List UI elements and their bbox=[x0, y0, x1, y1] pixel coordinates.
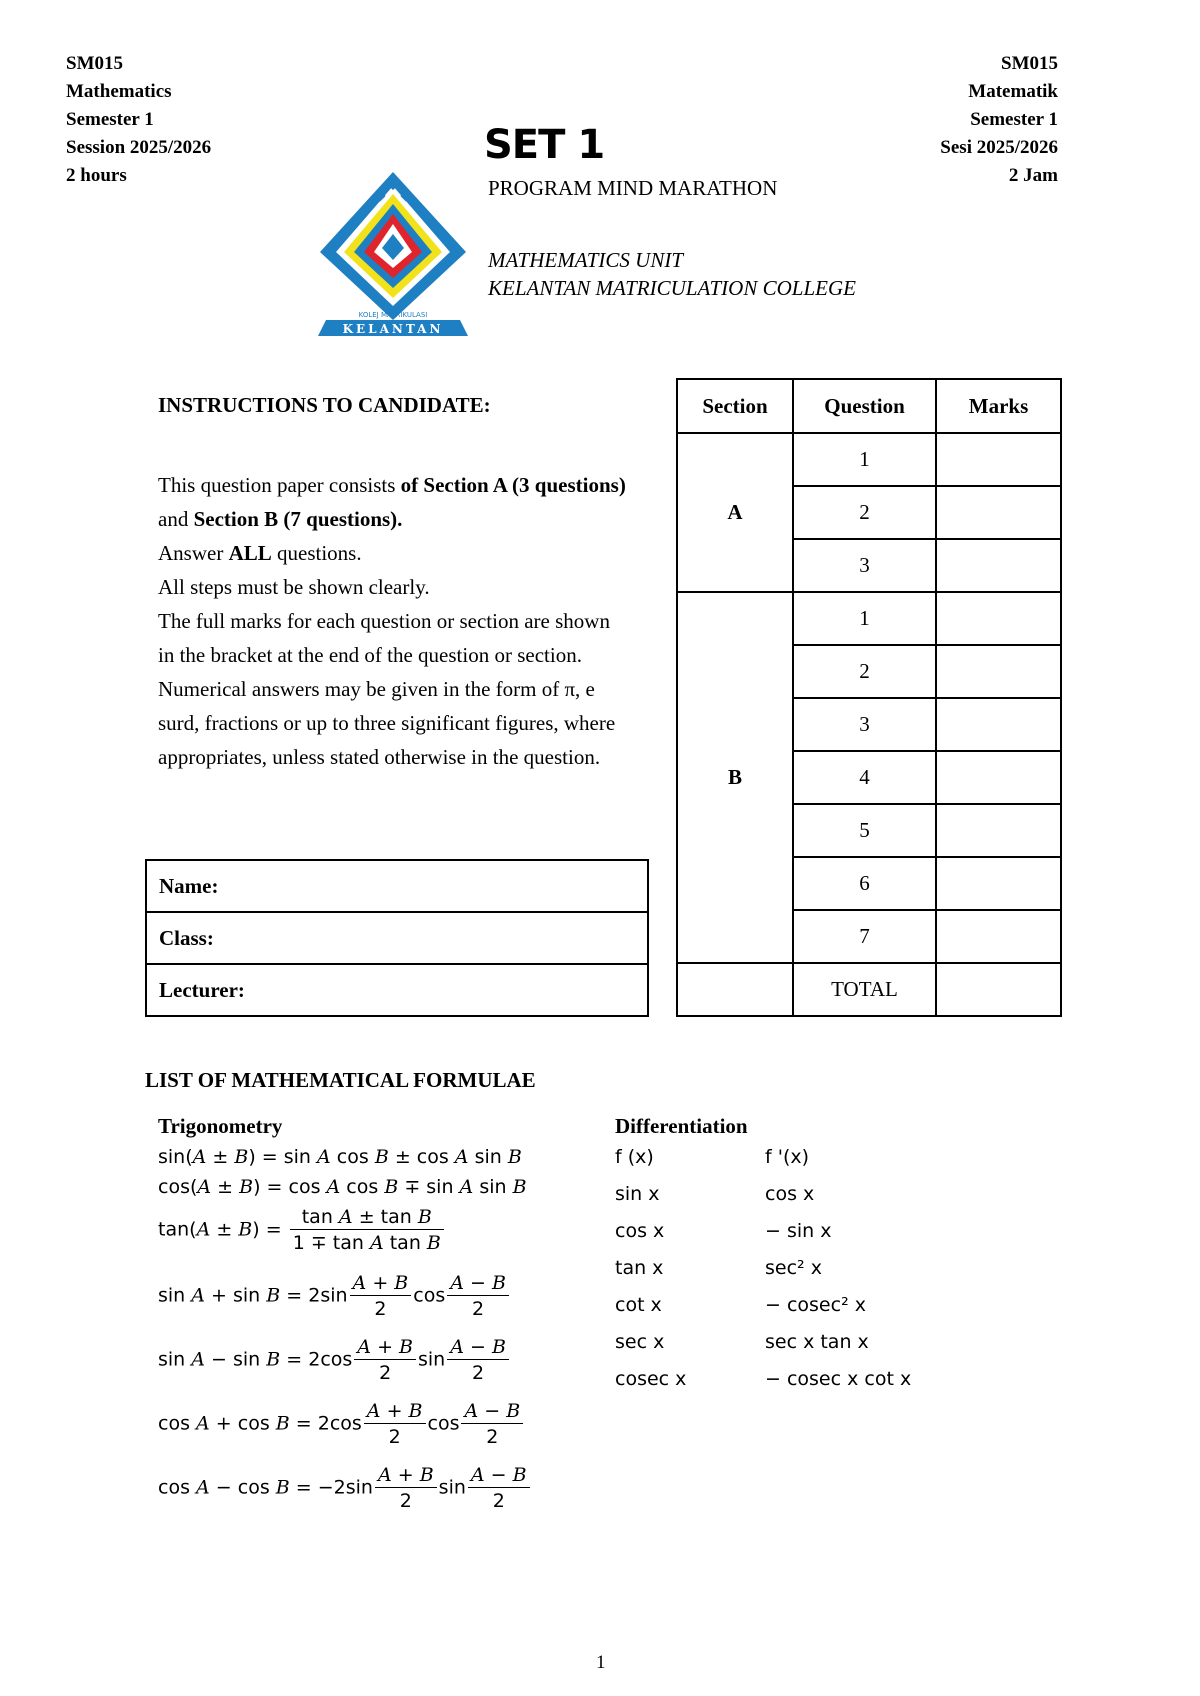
unit-line-1: MATHEMATICS UNIT bbox=[488, 248, 684, 272]
f-prime-label: f '(x) bbox=[765, 1146, 810, 1168]
semester: Semester 1 bbox=[66, 109, 154, 130]
question-number: 2 bbox=[793, 486, 936, 539]
total-marks-cell[interactable] bbox=[936, 963, 1061, 1016]
instruction-4: The full marks for each question or section are shown in the bracket at the end of the question or section. bbox=[158, 609, 610, 667]
unit-info bbox=[488, 246, 856, 302]
duration: 2 hours bbox=[66, 165, 127, 186]
question-number: 1 bbox=[793, 433, 936, 486]
question-number: 3 bbox=[793, 698, 936, 751]
instruction-3: All steps must be shown clearly. bbox=[158, 575, 430, 599]
subject: Mathematics bbox=[66, 81, 172, 102]
instruction-2: Answer ALL questions. bbox=[158, 541, 362, 565]
class-field[interactable]: Class: bbox=[146, 912, 648, 964]
name-field[interactable]: Name: bbox=[146, 860, 648, 912]
question-number: 1 bbox=[793, 592, 936, 645]
course-code: SM015 bbox=[1001, 53, 1058, 74]
candidate-info-table bbox=[145, 859, 649, 1017]
course-code: SM015 bbox=[66, 53, 123, 74]
session: Sesi 2025/2026 bbox=[940, 137, 1058, 158]
differentiation-title: Differentiation bbox=[615, 1114, 748, 1138]
formula-sin-minus-sin: sin A − sin B = 2cos $\frac{A + B}{2}$ sin $\frac{A - B}{2}$ bbox=[158, 1336, 511, 1384]
formula-sin-plus-sin: sin A + sin B = 2sin $\frac{A + B}{2}$ cos $\frac{A - B}{2}$ bbox=[158, 1272, 511, 1320]
header-question: Question bbox=[793, 379, 936, 433]
instructions-body bbox=[158, 468, 628, 774]
section-b: B bbox=[677, 592, 793, 963]
marks-cell[interactable] bbox=[936, 645, 1061, 698]
unit-line-2: KELANTAN MATRICULATION COLLEGE bbox=[488, 276, 856, 300]
formula-cos-minus-cos: cos A − cos B = −2sin $\frac{A + B}{2}$ sin $\frac{A - B}{2}$ bbox=[158, 1464, 532, 1512]
f-of-x-label: f (x) bbox=[615, 1146, 654, 1168]
formulae-title: LIST OF MATHEMATICAL FORMULAE bbox=[145, 1068, 536, 1092]
instruction-5: Numerical answers may be given in the form of π, e surd, fractions or up to three significant figures, where appropriates, unless stated otherwise in the question. bbox=[158, 677, 616, 769]
question-number: 4 bbox=[793, 751, 936, 804]
session: Session 2025/2026 bbox=[66, 137, 212, 158]
marks-cell[interactable] bbox=[936, 698, 1061, 751]
marks-cell[interactable] bbox=[936, 486, 1061, 539]
header-left bbox=[66, 50, 211, 190]
marks-cell[interactable] bbox=[936, 857, 1061, 910]
subject: Matematik bbox=[968, 81, 1058, 102]
page-number: 1 bbox=[596, 1652, 606, 1673]
total-label: TOTAL bbox=[793, 963, 936, 1016]
instruction-1: This question paper consists of Section A (3 questions) and Section B (7 questions). bbox=[158, 473, 626, 531]
college-logo bbox=[318, 170, 468, 336]
instructions-title: INSTRUCTIONS TO CANDIDATE: bbox=[158, 393, 491, 417]
formula-tan-sum: tan(A ± B) = $\frac{\text{tan A ± tan B}}{\text{1 ∓ tan A tan B}}$ bbox=[158, 1206, 446, 1254]
header-section: Section bbox=[677, 379, 793, 433]
marks-cell[interactable] bbox=[936, 539, 1061, 592]
question-number: 7 bbox=[793, 910, 936, 963]
marks-cell[interactable] bbox=[936, 592, 1061, 645]
header-marks: Marks bbox=[936, 379, 1061, 433]
duration: 2 Jam bbox=[1008, 165, 1058, 186]
header-right bbox=[940, 50, 1058, 190]
question-number: 6 bbox=[793, 857, 936, 910]
question-number: 2 bbox=[793, 645, 936, 698]
marks-cell[interactable] bbox=[936, 910, 1061, 963]
logo-top-text: KOLEJ MATRIKULASI bbox=[358, 311, 428, 319]
section-a: A bbox=[677, 433, 793, 592]
marks-cell[interactable] bbox=[936, 433, 1061, 486]
marks-cell[interactable] bbox=[936, 804, 1061, 857]
total-section-blank bbox=[677, 963, 793, 1016]
formula-cos-sum: cos(A ± B) = cos A cos B ∓ sin A sin B bbox=[158, 1176, 527, 1198]
formula-cos-plus-cos: cos A + cos B = 2cos $\frac{A + B}{2}$ cos $\frac{A - B}{2}$ bbox=[158, 1400, 525, 1448]
trigonometry-title: Trigonometry bbox=[158, 1114, 283, 1138]
semester: Semester 1 bbox=[970, 109, 1058, 130]
marks-cell[interactable] bbox=[936, 751, 1061, 804]
logo-bottom-text: KELANTAN bbox=[342, 322, 444, 336]
program-name: PROGRAM MIND MARATHON bbox=[488, 176, 778, 200]
set-title: SET 1 bbox=[484, 122, 605, 168]
marks-table bbox=[676, 378, 1062, 1017]
question-number: 5 bbox=[793, 804, 936, 857]
lecturer-field[interactable]: Lecturer: bbox=[146, 964, 648, 1016]
question-number: 3 bbox=[793, 539, 936, 592]
formula-sin-sum: sin(A ± B) = sin A cos B ± cos A sin B bbox=[158, 1146, 522, 1168]
